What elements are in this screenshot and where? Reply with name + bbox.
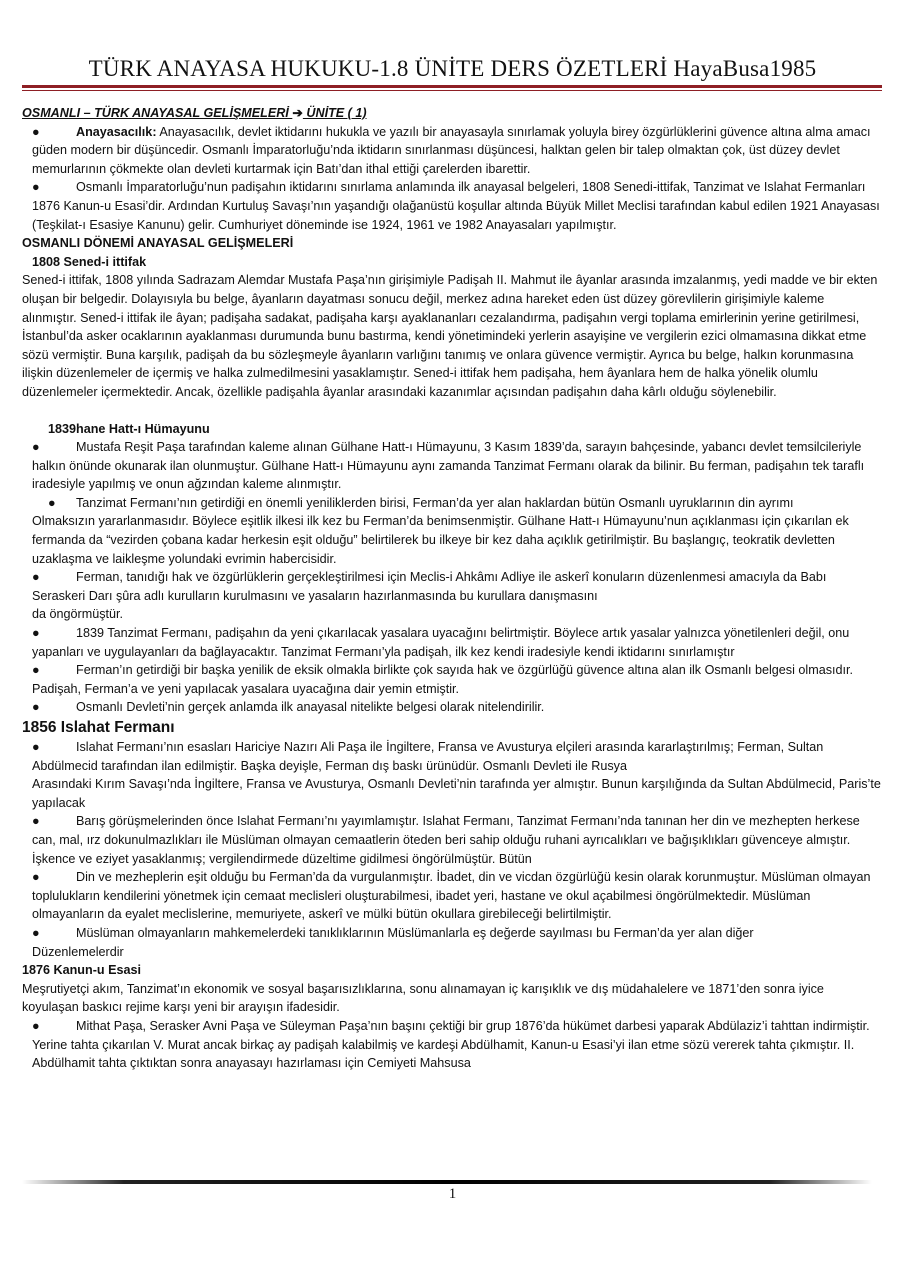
section-heading: 1856 Islahat Fermanı bbox=[22, 719, 175, 736]
list-item bbox=[22, 698, 882, 717]
arrow-right-icon: ➔ bbox=[292, 106, 303, 120]
footer-rule bbox=[22, 1180, 872, 1184]
bullet-icon: ● bbox=[32, 440, 40, 455]
paragraph-text: Din ve mezheplerin eşit olduğu bu Ferman’da da vurgulanmıştır. İbadet, din ve vicdan özgürlüğü kesin olarak korunmuştur. Müslüman olmayan toplulukların kendilerini yönetmek için cemaat meclisleri oluşturabilmesi, ibadet yeri, hastane ve okul açabilmesi öngörülmektedir. Müslüman olmayanların da eyalet meclislerine, memuriyete, askerî ve mülki bütün okullara girebileceği belirtilmiştir. bbox=[32, 870, 871, 922]
list-item bbox=[22, 568, 882, 605]
paragraph: da öngörmüştür. bbox=[32, 607, 124, 622]
document-body bbox=[22, 104, 882, 1073]
subsection-heading: 1839hane Hatt-ı Hümayunu bbox=[48, 421, 210, 436]
bullet-icon: ● bbox=[32, 663, 40, 678]
header-rule-thick bbox=[22, 85, 882, 88]
paragraph-text: Anayasacılık, devlet iktidarını hukukla ve yazılı bir anayasayla sınırlamak yoluyla birey özgürlüklerini güvence altına alma amacı güden modern bir düşüncedir. Osmanlı İmparatorluğu’nda iktidarın sınırlanması düşüncesi, halktan gelen bir talep olmaktan çok, üst düzey devlet memurlarının çökmekte olan devleti kurtarmak için Batı’dan ithal ettiği çarelerden ibarettir. bbox=[32, 124, 871, 176]
bullet-icon: ● bbox=[32, 925, 40, 940]
bullet-icon: ● bbox=[32, 124, 40, 139]
term-label: Anayasacılık: bbox=[76, 124, 157, 139]
bullet-icon: ● bbox=[32, 180, 40, 195]
list-item bbox=[22, 178, 882, 234]
paragraph-text: Islahat Fermanı’nın esasları Hariciye Nazırı Ali Paşa ile İngiltere, Fransa ve Avusturya elçileri arasında kararlaştırılmış; Ferman, Sultan Abdülmecid tarafından ilan edilmiştir. Başka deyişle, Ferman dış baskı ürünüdür. Osmanlı Devleti ile Rusya bbox=[32, 740, 824, 773]
paragraph-text: Ferman, tanıdığı hak ve özgürlüklerin gerçekleştirilmesi için Meclis-i Ahkâmı Adliye ile askerî konuların düzenlenmesi amacıyla da Babı Seraskeri Darı şûra adlı kurulların kurulmasını ve yasaların hazırlanmasında bu kurullara danışmasını bbox=[32, 570, 827, 603]
bullet-icon: ● bbox=[32, 1018, 40, 1033]
list-item bbox=[22, 738, 882, 775]
paragraph-text: Mithat Paşa, Serasker Avni Paşa ve Süleyman Paşa’nın başını çektiği bir grup 1876’da hükümet darbesi yaparak Abdülaziz’i tahttan indirmiştir. Yerine tahta çıkarılan V. Murat ancak birkaç ay padişah kalabilmiş ve kardeşi Abdülhamit, Kanun-u Esasi’yi ilan etme sözü vererek tahta çıkmıştır. II. Abdülhamit tahta çıktıktan sonra anayasayı hazırlaması için Cemiyeti Mahsusa bbox=[32, 1018, 870, 1071]
bullet-icon: ● bbox=[32, 870, 40, 885]
page-header-title: TÜRK ANAYASA HUKUKU-1.8 ÜNİTE DERS ÖZETLERİ HayaBusa1985 bbox=[88, 56, 817, 81]
paragraph: Olmaksızın yararlanmasıdır. Böylece eşitlik ilkesi ilk kez bu Ferman’da benimsenmiştir. Gülhane Hatt-ı Hümayunu’nun açıklanması için çıkarılan ek fermanda da “vezirden çobana kadar herkesin eşit olduğu” belirtilerek bu ilkeye bir kez daha açıklık getirilmiştir. Bu başlangıç, teokratik devletten uzaklaşma ve laikleşme yolundaki evrimin habercisidir. bbox=[32, 514, 849, 566]
page-number: 1 bbox=[448, 1186, 457, 1202]
list-item bbox=[22, 661, 882, 698]
list-item bbox=[22, 438, 882, 494]
paragraph-text: Tanzimat Fermanı’nın getirdiği en önemli yeniliklerden birisi, Ferman’da yer alan haklardan bütün Osmanlı uyruklarının din ayrımı bbox=[76, 495, 794, 510]
section-heading: 1876 Kanun-u Esasi bbox=[22, 963, 141, 978]
unit-heading bbox=[22, 104, 882, 123]
paragraph: Düzenlemelerdir bbox=[32, 944, 124, 959]
paragraph-text: Osmanlı İmparatorluğu’nun padişahın iktidarını sınırlama anlamında ilk anayasal belgeleri, 1808 Senedi-ittifak, Tanzimat ve Islahat Fermanları 1876 Kanun-u Esasi’dir. Ardından Kurtuluş Savaşı’nın yaşandığı olağanüstü koşullar altında Büyük Millet Meclisi tarafından kabul edilen 1921 Anayasası (Teşkilat-ı Esasiye Kanunu) gelir. Cumhuriyet döneminde ise 1924, 1961 ve 1982 Anayasaları yapılmıştır. bbox=[32, 180, 880, 232]
list-item bbox=[22, 1017, 882, 1073]
list-item bbox=[22, 123, 882, 179]
subsection-heading: 1808 Sened-i ittifak bbox=[32, 254, 147, 269]
list-item bbox=[22, 624, 882, 661]
bullet-icon: ● bbox=[32, 740, 40, 754]
header-rule-thin bbox=[22, 90, 882, 91]
list-item bbox=[22, 812, 882, 868]
unit-heading-text: OSMANLI – TÜRK ANAYASAL GELİŞMELERİ bbox=[22, 106, 293, 120]
bullet-icon: ● bbox=[32, 700, 40, 715]
bullet-icon: ● bbox=[32, 814, 40, 829]
paragraph-text: 1839 Tanzimat Fermanı, padişahın da yeni çıkarılacak yasalara uyacağını belirtmiştir. Böylece artık yasalar yalnızca yönetilenleri değil, onu yapanları ve uygulayanları da bağlayacaktır. Tanzimat Fermanı’yla padişah, ilk kez kendi iradesiyle kendi iktidarını sınırlamıştır bbox=[32, 626, 850, 659]
paragraph-text: Osmanlı Devleti’nin gerçek anlamda ilk anayasal nitelikte belgesi olarak nitelendirilir. bbox=[76, 700, 545, 715]
list-item bbox=[22, 494, 882, 513]
paragraph: Sened-i ittifak, 1808 yılında Sadrazam Alemdar Mustafa Paşa’nın girişimiyle Padişah II. Mahmut ile âyanlar arasında imzalanmış, yedi madde ve bir ekten oluşan bir belgedir. Dolayısıyla bu belge, âyanların dayatması sonucu değil, merkez adına hareket eden üst düzey görevlilerin girişimiyle kaleme alınmıştır. Sened-i ittifak ile âyan; padişaha sadakat, padişaha karşı ayaklananları cezalandırma, padişahın vergi toplama emirlerinin yerine getirilmesi, İstanbul’da asker ocaklarının ayaklanması durumunda bunu bastırma, kendi yönetimindeki yerlerin asayişine ve vergilerin ezici olmamasına dikkat etme sözü vermiştir. Buna karşılık, padişah da bu sözleşmeyle âyanların varlığını tanımış ve onlara güvence vermiştir. Ayrıca bu belge, halkın korunmasına ilişkin düzenlemeler de içermiş ve halka zulmedilmesini yasaklamıştır. Sened-i ittifak hem padişaha, hem âyanlara hem de halka yönelik olumlu düzenlemeler içermektedir. Ancak, özellikle padişahla âyanlar arasındaki kazanımlar açısından padişahın daha kârlı olduğu söylenebilir. bbox=[22, 273, 878, 399]
list-item bbox=[22, 924, 882, 943]
bullet-icon: ● bbox=[48, 495, 56, 510]
paragraph: Meşrutiyetçi akım, Tanzimat’ın ekonomik ve sosyal başarısızlıklarına, sonu alınamayan iç karışıklık ve dış müdahalelere ve 1871’den sonra iyice koyulaşan baskıcı rejime karşı yeni bir arayışın ifadesidir. bbox=[22, 981, 824, 1015]
paragraph-text: Mustafa Reşit Paşa tarafından kaleme alınan Gülhane Hatt-ı Hümayunu, 3 Kasım 1839’da, sarayın bahçesinde, yabancı devlet temsilcileriyle halkın önünde okunarak ilan olunmuştur. Gülhane Hatt-ı Hümayunu aynı zamanda Tanzimat Fermanı olarak da bilinir. Bu ferman, padişahın tek taraflı iradesiyle yapılmış ve onun ağzından kaleme alınmıştır. bbox=[32, 440, 865, 492]
bullet-icon: ● bbox=[32, 570, 40, 585]
unit-heading-number: ÜNİTE ( 1) bbox=[302, 106, 367, 120]
paragraph: Arasındaki Kırım Savaşı’nda İngiltere, Fransa ve Avusturya, Osmanlı Devleti’nin tarafında yer almıştır. Bunun karşılığında da Sultan Abdülmecid, Paris’te yapılacak bbox=[32, 777, 881, 810]
bullet-icon: ● bbox=[32, 626, 40, 641]
paragraph-text: Müslüman olmayanların mahkemelerdeki tanıklıklarının Müslümanlarla eş değerde sayılması bu Ferman’da yer alan diğer bbox=[76, 925, 754, 940]
paragraph-text: Ferman’ın getirdiği bir başka yenilik de eksik olmakla birlikte çok sayıda hak ve özgürlüğü güvence altına alan ilk Osmanlı belgesi olmasıdır. Padişah, Ferman’a ve yeni yapılacak yasalara uyacağına dair yemin etmiştir. bbox=[32, 663, 853, 696]
section-heading: OSMANLI DÖNEMİ ANAYASAL GELİŞMELERİ bbox=[22, 236, 294, 251]
paragraph-text: Barış görüşmelerinden önce Islahat Fermanı’nı yayımlamıştır. Islahat Fermanı, Tanzimat Fermanı’nda tanınan her din ve mezhepten herkese can, mal, ırz dokunulmazlıkları ile Müslüman olmayan cemaatlerin öteden beri sahip olduğu ruhani ayrıcalıkları ve bağışıklıkları güvenceye almıştır. İşkence ve eziyet yasaklanmış; vergilendirmede düzeltime gidilmesi öngörülmüştür. Bütün bbox=[32, 814, 860, 866]
list-item bbox=[22, 868, 882, 924]
